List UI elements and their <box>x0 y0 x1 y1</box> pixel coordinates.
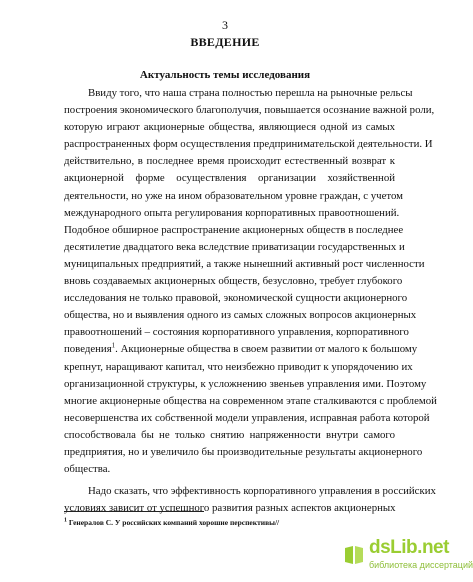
text-line: правоотношений – состояния корпоративного управления, корпоративного <box>64 326 409 339</box>
text-line: деятельности, но уже на ином образовательном уровне граждан, с учетом <box>64 189 403 202</box>
text-line: Подобное обширное распространение акционерных обществ в последнее <box>64 223 404 236</box>
text-line: общества. <box>64 463 111 476</box>
footnote-divider <box>64 511 204 512</box>
text-line: многие акционерные общества на современном этапе сталкиваются с проблемой <box>64 394 437 407</box>
page-number: 3 <box>222 18 228 32</box>
text-line: десятилетие двадцатого века вследствие приватизации государственных и <box>64 240 405 253</box>
text-line: распространенных форм осуществления предпринимательской деятельности. И <box>64 138 433 151</box>
text-line: международного опыта регулирования корпоративных правоотношений. <box>64 206 400 219</box>
text-line: акционерной форме осуществления организации хозяйственной <box>64 172 395 185</box>
watermark-brand: dsLib.net <box>369 537 449 558</box>
text-line: способствовала бы не только снятию напряженности внутри самого <box>64 428 395 441</box>
text-fragment: . Акционерные общества в своем развитии от малого к большому <box>115 343 418 356</box>
chapter-heading: ВВЕДЕНИЕ <box>190 35 260 49</box>
text-line: предприятия, но и увеличило бы производительные результаты акционерного <box>64 445 423 458</box>
text-line: вновь создаваемых акционерных обществ, безусловно, требует глубокого <box>64 275 403 288</box>
watermark-subtitle: библиотека диссертаций <box>369 560 473 570</box>
document-body <box>64 85 437 517</box>
footnote-reference[interactable]: 1 <box>111 341 116 350</box>
text-line: Надо сказать, что эффективность корпоративного управления в российских <box>88 485 436 498</box>
text-line: построения экономического благополучия, повышается осознание важной роли, <box>64 104 435 117</box>
dslib-watermark[interactable] <box>342 533 473 577</box>
text-line: условиях зависит от успешного развития разных аспектов акционерных <box>64 502 396 515</box>
text-line: муниципальных предприятий, а также нынешний активный рост численности <box>64 257 425 270</box>
text-fragment: поведения <box>64 343 112 356</box>
book-logo-icon <box>342 543 366 567</box>
section-subheading: Актуальность темы исследования <box>139 69 311 81</box>
text-line-with-footnote <box>64 341 418 358</box>
footnote <box>64 518 279 527</box>
footnote-number: 1 <box>64 517 67 524</box>
text-line: исследования не только правовой, экономической сущности акционерного <box>64 292 408 305</box>
footnote-text: Генералов С. У российских компаний хорошие перспективы// <box>67 518 280 527</box>
text-line: организационной структуры, к усложнению звеньев управления ими. Поэтому <box>64 377 427 390</box>
text-line: несовершенства их собственной модели управления, исправная работа которой <box>64 411 430 424</box>
text-line: действительно, в последнее время происходит естественный возврат к <box>64 155 395 168</box>
text-line: крепнут, наращивают капитал, что неизбежно приводит к упорядочению их <box>64 360 413 373</box>
text-line: которую играют акционерные общества, являющиеся одной из самых <box>64 121 395 134</box>
text-line: Ввиду того, что наша страна полностью перешла на рыночные рельсы <box>88 87 413 99</box>
text-line: общества, но и выявления одного из самых сложных вопросов акционерных <box>64 309 417 322</box>
